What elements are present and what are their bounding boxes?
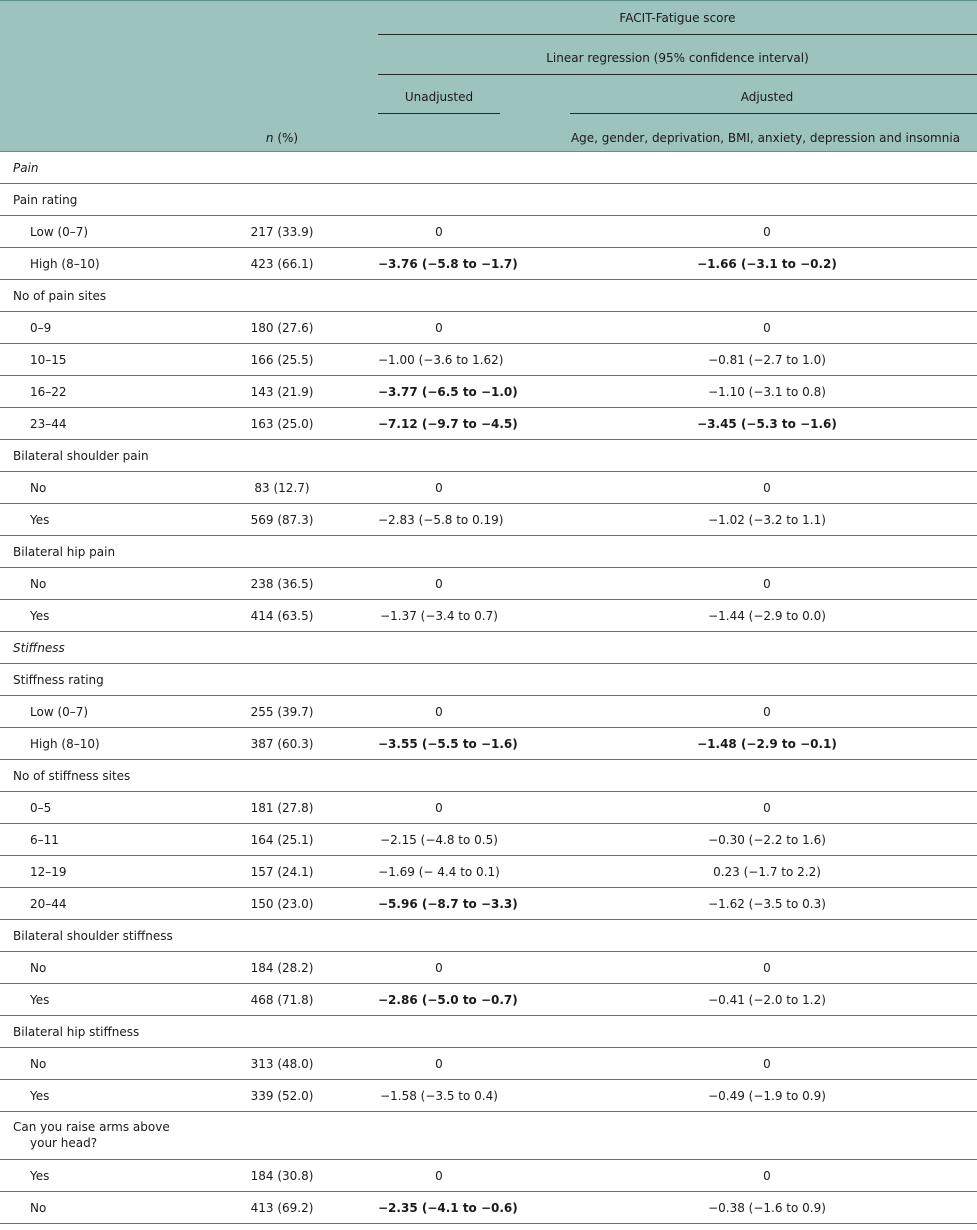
table-row [0,344,977,376]
group-row [0,536,977,568]
adjusted-value-bold: −1.66 (−3.1 to −0.2) [697,257,837,271]
adjusted-value: 0 [763,321,771,335]
unadjusted-value-bold: −2.35 (−4.1 to −0.6) [378,1201,518,1215]
n-percent-cell: 313 (48.0) [250,1057,314,1071]
unadjusted-cell [378,504,504,536]
adjusted-value: 0 [763,705,771,719]
section-label: Stiffness [13,641,65,655]
n-percent-cell: 164 (25.1) [250,833,314,847]
row-label: No [30,481,47,495]
adjusted-cell [570,1080,964,1112]
group-label-line2: your head? [30,1136,98,1150]
row-label: No [30,1201,47,1215]
adjusted-value: 0 [763,1169,771,1183]
unadjusted-cell [378,792,500,824]
adjusted-cell [570,216,964,248]
group-label: Stiffness rating [13,673,104,687]
adjusted-value: −0.49 (−1.9 to 0.9) [708,1089,826,1103]
adjusted-value: −0.41 (−2.0 to 1.2) [708,993,826,1007]
adjusted-cell [570,728,964,760]
row-label: 20–44 [30,897,67,911]
adjusted-cell [570,824,964,856]
unadjusted-value-bold: −3.76 (−5.8 to −1.7) [378,257,518,271]
unadjusted-cell [378,1048,500,1080]
table-row [0,408,977,440]
row-label: 6–11 [30,833,59,847]
adjusted-cell [570,696,964,728]
adjusted-value: −1.62 (−3.5 to 0.3) [708,897,826,911]
group-row [0,280,977,312]
table-row [0,504,977,536]
adjusted-cell [570,600,964,632]
unadjusted-value: 0 [435,1057,443,1071]
n-percent-cell: 217 (33.9) [250,225,314,239]
table-row [0,1080,977,1112]
unadjusted-value: −2.15 (−4.8 to 0.5) [380,833,498,847]
n-percent-cell: 180 (27.6) [250,321,314,335]
table-row [0,952,977,984]
adjusted-value: −0.38 (−1.6 to 0.9) [708,1201,826,1215]
adjusted-value: 0.23 (−1.7 to 2.2) [713,865,821,879]
n-percent-cell: 414 (63.5) [250,609,314,623]
table-row [0,728,977,760]
adjusted-value: 0 [763,1057,771,1071]
adjusted-value: −0.30 (−2.2 to 1.6) [708,833,826,847]
n-percent-cell: 339 (52.0) [250,1089,314,1103]
n-percent-cell: 143 (21.9) [250,385,314,399]
row-label: High (8–10) [30,257,100,271]
adjusted-cell [570,984,964,1016]
unadjusted-value: 0 [435,961,443,975]
facit-header: FACIT-Fatigue score [619,11,736,25]
n-percent-cell: 387 (60.3) [250,737,314,751]
adjusted-value: −1.10 (−3.1 to 0.8) [708,385,826,399]
unadjusted-value: 0 [435,1169,443,1183]
unadjusted-cell [378,984,518,1016]
adjusted-cell [570,952,964,984]
n-percent-cell: 238 (36.5) [250,577,314,591]
unadjusted-cell [378,312,500,344]
unadjusted-cell [378,824,500,856]
row-label: Yes [30,1089,50,1103]
adjusted-cell [570,504,964,536]
group-label [13,1119,170,1151]
n-percent-cell: 181 (27.8) [250,801,314,815]
table-row [0,1192,977,1224]
unadjusted-value: −2.83 (−5.8 to 0.19) [378,513,504,527]
unadjusted-cell [378,472,500,504]
unadjusted-cell [378,856,500,888]
unadjusted-cell [378,696,500,728]
adjusted-value: 0 [763,961,771,975]
adjusted-rule [570,113,977,114]
adjusted-cell [570,408,964,440]
adjusted-value-bold: −1.48 (−2.9 to −0.1) [697,737,837,751]
table-row [0,856,977,888]
row-label: 0–5 [30,801,52,815]
unadjusted-cell [378,248,518,280]
group-row [0,1112,977,1160]
adjusted-for-header: Age, gender, deprivation, BMI, anxiety, depression and insomnia [570,131,961,145]
unadjusted-value-bold: −3.77 (−6.5 to −1.0) [378,385,518,399]
facit-rule [378,34,977,35]
section-label: Pain [13,161,39,175]
unadjusted-value: −1.69 (− 4.4 to 0.1) [378,865,500,879]
adjusted-cell [570,888,964,920]
row-label: Low (0–7) [30,705,89,719]
adjusted-cell [570,376,964,408]
unadjusted-cell [378,1192,518,1224]
adjusted-cell [570,856,964,888]
unadjusted-cell [378,952,500,984]
unadjusted-cell [378,344,504,376]
adjusted-cell [570,248,964,280]
adjusted-cell [570,312,964,344]
unadjusted-value: −1.37 (−3.4 to 0.7) [380,609,498,623]
table-row [0,216,977,248]
group-row [0,664,977,696]
table-row [0,568,977,600]
adjusted-value-bold: −3.45 (−5.3 to −1.6) [697,417,837,431]
row-label: Low (0–7) [30,225,89,239]
n-percent-cell: 163 (25.0) [250,417,314,431]
n-percent-cell: 413 (69.2) [250,1201,314,1215]
adjusted-header: Adjusted [740,90,794,104]
unadjusted-value: 0 [435,481,443,495]
n-percent-cell: 150 (23.0) [250,897,314,911]
group-label-line1: Can you raise arms above [13,1120,170,1134]
row-label: Yes [30,513,50,527]
unadjusted-value: 0 [435,705,443,719]
unadjusted-cell [378,1080,500,1112]
group-label: Bilateral hip pain [13,545,116,559]
table-row [0,696,977,728]
adjusted-value: 0 [763,481,771,495]
group-row [0,184,977,216]
unadjusted-value: 0 [435,577,443,591]
unadjusted-value-bold: −5.96 (−8.7 to −3.3) [378,897,518,911]
group-label: Bilateral shoulder pain [13,449,149,463]
row-label: 0–9 [30,321,52,335]
adjusted-cell [570,344,964,376]
unadjusted-cell [378,216,500,248]
group-label: Bilateral hip stiffness [13,1025,140,1039]
row-label: 10–15 [30,353,67,367]
row-label: Yes [30,609,50,623]
row-label: Yes [30,993,50,1007]
n-percent-cell: 468 (71.8) [250,993,314,1007]
table-row [0,984,977,1016]
group-row [0,1016,977,1048]
adjusted-value: 0 [763,225,771,239]
n-percent-cell: 423 (66.1) [250,257,314,271]
group-label: Pain rating [13,193,78,207]
n-percent-cell: 157 (24.1) [250,865,314,879]
unadjusted-value: 0 [435,321,443,335]
adjusted-value: −1.44 (−2.9 to 0.0) [708,609,826,623]
row-label: 16–22 [30,385,67,399]
unadjusted-cell [378,728,518,760]
linear-regression-header: Linear regression (95% confidence interval) [546,51,809,65]
row-label: No [30,961,47,975]
adjusted-value: 0 [763,577,771,591]
unadjusted-cell [378,888,518,920]
adjusted-cell [570,792,964,824]
unadjusted-cell [378,1160,500,1192]
unadjusted-value: 0 [435,225,443,239]
table-row [0,312,977,344]
adjusted-cell [570,1160,964,1192]
adjusted-cell [570,568,964,600]
adjusted-cell [570,1048,964,1080]
row-label: Yes [30,1169,50,1183]
group-label: No of pain sites [13,289,107,303]
unadjusted-rule [378,113,500,114]
table-row [0,1160,977,1192]
table-row [0,1048,977,1080]
group-label: Bilateral shoulder stiffness [13,929,173,943]
table-header [0,0,977,152]
n-percent-cell: 569 (87.3) [250,513,314,527]
section-row [0,632,977,664]
adjusted-cell [570,1192,964,1224]
unadjusted-header: Unadjusted [404,90,474,104]
table-row [0,600,977,632]
group-row [0,760,977,792]
unadjusted-value: 0 [435,801,443,815]
row-label: No [30,577,47,591]
group-row [0,920,977,952]
section-row [0,152,977,184]
table-row [0,248,977,280]
table-row [0,376,977,408]
n-percent-cell: 166 (25.5) [250,353,314,367]
unadjusted-cell [378,376,518,408]
unadjusted-value-bold: −7.12 (−9.7 to −4.5) [378,417,518,431]
adjusted-value: 0 [763,801,771,815]
n-percent-cell: 255 (39.7) [250,705,314,719]
table-row [0,792,977,824]
adjusted-cell [570,472,964,504]
n-percent-cell: 83 (12.7) [254,481,310,495]
row-label: High (8–10) [30,737,100,751]
row-label: No [30,1057,47,1071]
unadjusted-value-bold: −3.55 (−5.5 to −1.6) [378,737,518,751]
table-row [0,888,977,920]
adjusted-value: −0.81 (−2.7 to 1.0) [708,353,826,367]
unadjusted-cell [378,408,518,440]
group-label: No of stiffness sites [13,769,131,783]
unadjusted-cell [378,568,500,600]
table-row [0,472,977,504]
adjusted-value: −1.02 (−3.2 to 1.1) [708,513,826,527]
row-label: 12–19 [30,865,67,879]
unadjusted-value: −1.00 (−3.6 to 1.62) [378,353,504,367]
unadjusted-cell [378,600,500,632]
unadjusted-value: −1.58 (−3.5 to 0.4) [380,1089,498,1103]
n-percent-header: n (%) [265,131,299,145]
row-label: 23–44 [30,417,67,431]
linear-regression-rule [378,74,977,75]
n-percent-cell: 184 (28.2) [250,961,314,975]
table-body [0,152,977,1224]
n-percent-cell: 184 (30.8) [250,1169,314,1183]
group-row [0,440,977,472]
table-row [0,824,977,856]
unadjusted-value-bold: −2.86 (−5.0 to −0.7) [378,993,518,1007]
